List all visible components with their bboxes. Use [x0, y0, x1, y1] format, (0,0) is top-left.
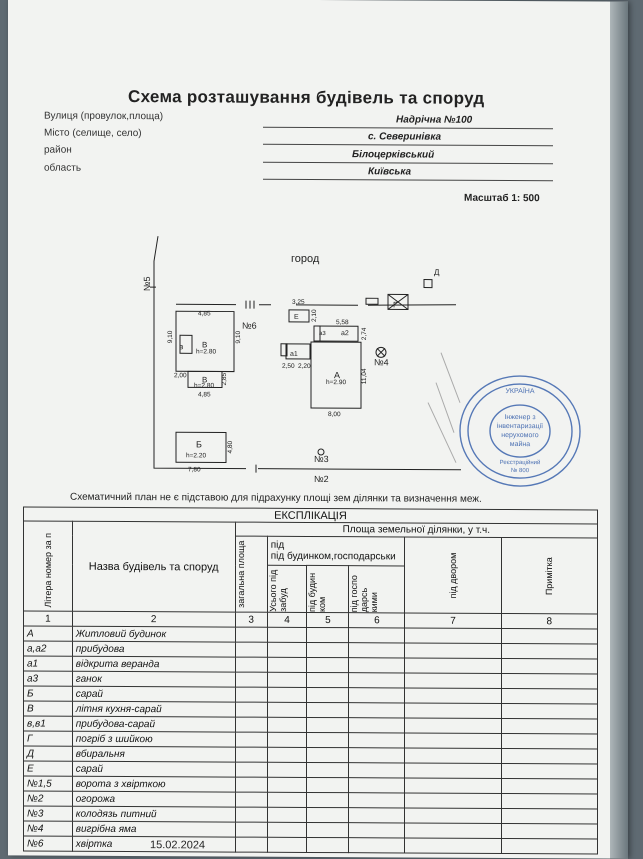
- row-code: Д: [24, 746, 73, 761]
- explication-table: [23, 506, 598, 854]
- col-num: 2: [72, 611, 235, 627]
- row-cell-empty: [235, 702, 267, 717]
- district-label: район: [44, 145, 72, 156]
- row-cell-empty: [267, 837, 307, 852]
- row-cell-empty: [349, 778, 405, 793]
- row-cell-empty: [235, 672, 267, 687]
- boundary-line-bottom: [258, 469, 461, 470]
- row-cell-empty: [235, 627, 267, 642]
- row-cell-empty: [267, 702, 307, 717]
- gate-6-label: №6: [242, 321, 257, 331]
- row-cell-empty: [501, 733, 597, 749]
- row-cell-empty: [501, 823, 597, 839]
- dim-485-top: 4,85: [198, 310, 211, 317]
- row-name: колодязь питний: [72, 806, 235, 822]
- header-house: під будин ком: [307, 566, 327, 612]
- row-cell-empty: [307, 822, 349, 837]
- row-cell-empty: [307, 717, 349, 732]
- dim-274: 2,74: [361, 327, 368, 340]
- stamp-country: УКРАЇНА: [505, 387, 534, 395]
- row-cell-empty: [307, 702, 349, 717]
- row-cell-empty: [307, 672, 349, 687]
- stamp-num: № 800: [511, 467, 530, 474]
- fence-label: №2: [314, 474, 329, 484]
- document-sheet: [8, 0, 628, 859]
- row-cell-empty: [349, 673, 405, 688]
- height-v: h=2.80: [196, 348, 216, 355]
- row-name: сарай: [72, 761, 235, 777]
- scale-label: Масштаб 1: 500: [464, 193, 540, 204]
- row-cell-empty: [235, 762, 267, 777]
- row-cell-empty: [235, 747, 267, 762]
- row-cell-empty: [501, 748, 597, 764]
- row-cell-empty: [235, 822, 267, 837]
- district-underline: [263, 162, 553, 165]
- row-cell-empty: [405, 763, 501, 779]
- row-cell-empty: [501, 673, 597, 689]
- row-cell-empty: [267, 822, 307, 837]
- city-underline: [263, 144, 553, 147]
- row-code: А: [24, 626, 73, 641]
- well-label: №3: [314, 454, 329, 464]
- dim-910-left: 9,10: [167, 330, 174, 343]
- disclaimer-note: Схематичний план не є підставою для підрахунку площі зем ділянки та визначення меж.: [70, 492, 482, 505]
- row-cell-empty: [405, 703, 501, 719]
- row-cell-empty: [349, 703, 405, 718]
- row-cell-empty: [235, 657, 267, 672]
- dim-250: 2,50: [282, 363, 295, 370]
- row-cell-empty: [267, 627, 307, 642]
- row-code: В: [24, 701, 73, 716]
- stamp-line1: Інженер з: [504, 414, 535, 421]
- row-name: огорожа: [72, 791, 235, 807]
- building-v-label: В: [202, 340, 207, 349]
- row-name: вигрібна яма: [72, 821, 235, 837]
- dim-480: 4,80: [227, 440, 234, 453]
- stamp-line4: майна: [510, 440, 530, 448]
- region-label: область: [44, 163, 81, 174]
- page-edge: [610, 2, 628, 859]
- row-cell-empty: [267, 762, 307, 777]
- row-code: №3: [24, 806, 73, 821]
- col-num: 8: [501, 613, 597, 629]
- header-under-pid: під: [271, 540, 402, 552]
- row-cell-empty: [501, 703, 597, 719]
- header-note: Примітка: [544, 557, 554, 595]
- header-built-total: Усього під забуд: [268, 566, 288, 612]
- row-name: літня кухня-сарай: [72, 701, 235, 717]
- height-a: h=2.90: [326, 379, 346, 386]
- dim-220: 2,20: [298, 363, 311, 370]
- row-code: №1,5: [24, 776, 73, 791]
- row-cell-empty: [267, 792, 307, 807]
- document-date: 15.02.2024: [150, 839, 205, 851]
- document-title: Схема розташування будівель та споруд: [128, 87, 485, 109]
- city-value: с. Северинівка: [368, 131, 441, 142]
- row-cell-empty: [405, 733, 501, 749]
- row-cell-empty: [501, 838, 597, 854]
- row-cell-empty: [501, 808, 597, 824]
- row-cell-empty: [267, 672, 307, 687]
- building-vb-label: В: [202, 375, 207, 384]
- row-code: №4: [24, 821, 73, 836]
- row-name: ворота з хвірткою: [72, 776, 235, 792]
- col-num: 1: [24, 611, 73, 626]
- row-cell-empty: [405, 718, 501, 734]
- dim-780: 7,80: [188, 466, 201, 473]
- header-farm: під госпо дарсь кими: [349, 566, 379, 612]
- row-name: хвіртка: [72, 836, 235, 852]
- row-cell-empty: [267, 717, 307, 732]
- row-cell-empty: [307, 762, 349, 777]
- dim-210: 2,10: [311, 309, 318, 322]
- row-cell-empty: [307, 807, 349, 822]
- col-num: 3: [235, 612, 267, 627]
- row-cell-empty: [405, 823, 501, 839]
- row-name: погріб з шийкою: [72, 731, 235, 747]
- stamp-reg: Реєстраційний: [500, 459, 541, 466]
- barn-b-label: Б: [196, 439, 202, 449]
- city-label: Місто (селище, село): [44, 128, 142, 140]
- street-value: Надрічна №100: [396, 114, 472, 125]
- row-cell-empty: [405, 643, 501, 659]
- row-cell-empty: [405, 688, 501, 704]
- row-cell-empty: [349, 748, 405, 763]
- row-name: прибудова: [72, 641, 235, 657]
- row-code: в,в1: [24, 716, 73, 731]
- building-e: [289, 310, 309, 322]
- row-cell-empty: [307, 837, 349, 852]
- row-cell-empty: [501, 793, 597, 809]
- annex-v1-label: в: [179, 342, 183, 351]
- row-cell-empty: [405, 673, 501, 689]
- row-code: №2: [24, 791, 73, 806]
- col-num: 6: [349, 613, 405, 628]
- row-cell-empty: [405, 658, 501, 674]
- dim-200: 2,00: [174, 372, 187, 379]
- street-underline: [263, 127, 553, 130]
- row-cell-empty: [349, 793, 405, 808]
- row-cell-empty: [267, 777, 307, 792]
- header-under: під будинком,господарськи: [271, 551, 402, 563]
- row-cell-empty: [267, 732, 307, 747]
- row-cell-empty: [235, 837, 267, 852]
- header-name: Назва будівель та споруд: [72, 521, 235, 612]
- row-code: №6: [24, 836, 73, 851]
- header-area-group: Площа земельної ділянки, у т.ч.: [235, 522, 597, 538]
- row-cell-empty: [267, 747, 307, 762]
- row-cell-empty: [349, 808, 405, 823]
- row-cell-empty: [501, 688, 597, 704]
- outhouse-d-label: Д: [434, 268, 440, 277]
- header-letter: Літера номер за п: [43, 525, 53, 607]
- site-plan: [136, 231, 466, 491]
- row-cell-empty: [307, 642, 349, 657]
- row-cell-empty: [307, 747, 349, 762]
- col-num: 7: [405, 613, 501, 629]
- row-cell-empty: [235, 717, 267, 732]
- row-cell-empty: [501, 763, 597, 779]
- row-cell-empty: [307, 687, 349, 702]
- row-cell-empty: [349, 718, 405, 733]
- row-cell-empty: [501, 643, 597, 659]
- row-cell-empty: [349, 823, 405, 838]
- dim-485-bottom: 4,85: [198, 391, 211, 398]
- row-cell-empty: [349, 688, 405, 703]
- row-name: ганок: [72, 671, 235, 687]
- table-row: [24, 836, 598, 854]
- row-cell-empty: [501, 778, 597, 794]
- row-cell-empty: [307, 627, 349, 642]
- height-vb: h=2.80: [194, 382, 214, 389]
- row-cell-empty: [235, 792, 267, 807]
- row-cell-empty: [349, 763, 405, 778]
- cesspit-label: №4: [374, 357, 389, 367]
- row-code: Г: [24, 731, 73, 746]
- row-code: а,а2: [24, 641, 73, 656]
- row-name: Житловий будинок: [72, 626, 235, 642]
- porch-a3-label: а3: [319, 331, 326, 337]
- header-total: загальна площа: [236, 540, 246, 607]
- row-cell-empty: [235, 807, 267, 822]
- row-cell-empty: [405, 838, 501, 854]
- height-b: h=2.20: [186, 452, 206, 459]
- row-name: прибудова-сарай: [72, 716, 235, 732]
- region-underline: [263, 179, 553, 182]
- row-name: відкрита веранда: [72, 656, 235, 672]
- row-cell-empty: [405, 778, 501, 794]
- row-cell-empty: [267, 642, 307, 657]
- house-a-label: А: [334, 370, 340, 380]
- row-cell-empty: [235, 777, 267, 792]
- row-cell-empty: [267, 657, 307, 672]
- row-cell-empty: [501, 628, 597, 644]
- row-code: Е: [24, 761, 73, 776]
- official-stamp: [456, 372, 584, 491]
- gate-5-label: №5: [142, 276, 152, 291]
- row-cell-empty: [307, 732, 349, 747]
- row-cell-empty: [235, 732, 267, 747]
- row-code: а1: [24, 656, 73, 671]
- row-code: Б: [24, 686, 73, 701]
- row-cell-empty: [405, 628, 501, 644]
- row-cell-empty: [307, 657, 349, 672]
- row-code: а3: [24, 671, 73, 686]
- dim-800: 8,00: [328, 411, 341, 418]
- row-name: вбиральня: [72, 746, 235, 762]
- veranda-a1-label: а1: [290, 351, 298, 358]
- row-cell-empty: [307, 777, 349, 792]
- annex-a2-label: а2: [341, 330, 349, 337]
- stamp-line3: нерухомого: [501, 432, 538, 439]
- dim-910-right: 9,10: [235, 331, 242, 344]
- header-yard: під двором: [448, 552, 458, 598]
- outhouse-d: [424, 280, 432, 288]
- row-cell-empty: [349, 628, 405, 643]
- col-num: 5: [307, 612, 349, 627]
- row-cell-empty: [405, 748, 501, 764]
- row-name: сарай: [72, 686, 235, 702]
- dim-1104: 11,04: [361, 368, 368, 384]
- district-value: Білоцерківський: [352, 149, 434, 160]
- dim-325: 3,25: [292, 299, 305, 306]
- table-caption: ЕКСПЛІКАЦІЯ: [24, 507, 598, 524]
- dim-285: 2,85: [221, 372, 228, 385]
- stamp-line2: інвентаризації: [497, 422, 543, 430]
- dim-558: 5,58: [336, 319, 349, 326]
- garden-label: город: [291, 253, 320, 265]
- row-cell-empty: [501, 718, 597, 734]
- row-cell-empty: [349, 733, 405, 748]
- row-cell-empty: [235, 687, 267, 702]
- row-cell-empty: [267, 807, 307, 822]
- row-cell-empty: [307, 792, 349, 807]
- row-cell-empty: [405, 808, 501, 824]
- building-e-label: Е: [294, 314, 299, 321]
- row-cell-empty: [349, 838, 405, 853]
- row-cell-empty: [235, 642, 267, 657]
- row-cell-empty: [267, 687, 307, 702]
- region-value: Київська: [368, 166, 411, 177]
- row-cell-empty: [405, 793, 501, 809]
- col-num: 4: [267, 612, 307, 627]
- street-label: Вулиця (провулок,площа): [44, 111, 163, 123]
- row-cell-empty: [349, 658, 405, 673]
- row-cell-empty: [349, 643, 405, 658]
- row-cell-empty: [501, 658, 597, 674]
- cellar-g-label: Г: [393, 300, 398, 309]
